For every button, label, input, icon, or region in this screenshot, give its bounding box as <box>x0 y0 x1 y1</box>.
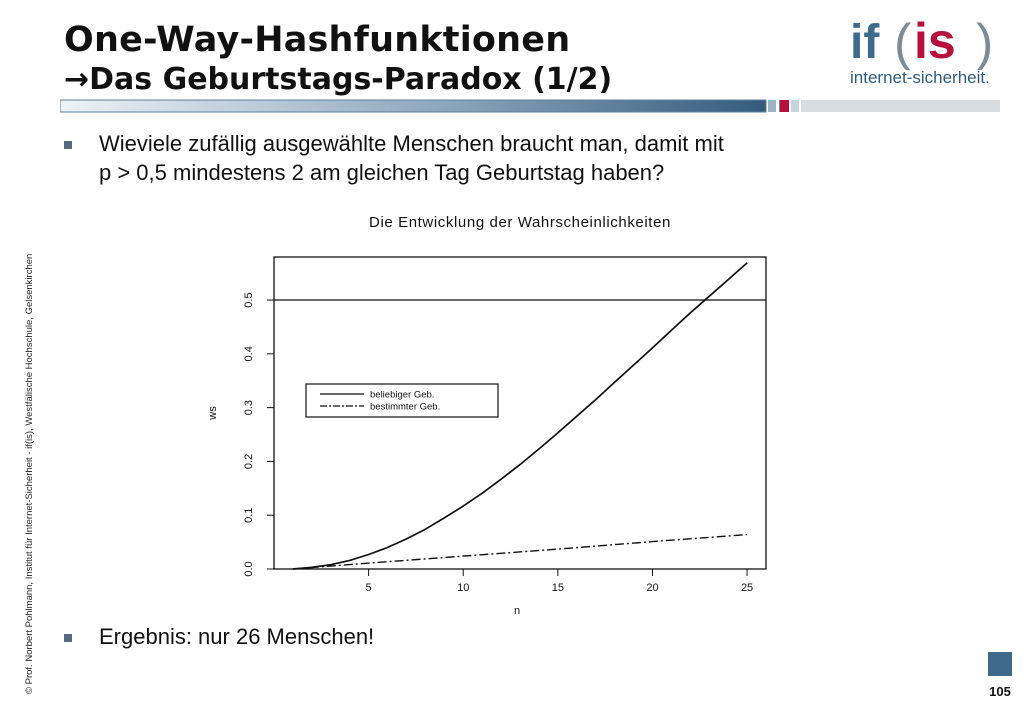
page-marker <box>988 652 1012 676</box>
y-tick-label: 0.2 <box>243 453 255 470</box>
y-tick-label: 0.5 <box>243 292 255 308</box>
legend-label-1: beliebiger Geb. <box>370 389 435 401</box>
chart-title: Die Entwicklung der Wahrscheinlichkeiten <box>369 214 671 231</box>
logo-is-text: is <box>914 13 956 69</box>
bullet-result: Ergebnis: nur 26 Menschen! <box>99 624 375 649</box>
subtitle-text: Das Geburtstags-Paradox (1/2) <box>89 62 613 97</box>
arrow-right-icon: → <box>64 62 90 97</box>
bullet-question-line2: p > 0,5 mindestens 2 am gleichen Tag Geburtstag haben? <box>99 160 665 185</box>
probability-chart <box>196 200 786 624</box>
y-tick-label: 0.4 <box>243 346 255 362</box>
x-tick-label: 10 <box>457 582 470 594</box>
x-tick-label: 20 <box>646 582 659 594</box>
logo-if-text: if <box>850 16 880 69</box>
logo-tagline: internet-sicherheit. <box>850 68 990 87</box>
page-number: 105 <box>989 684 1011 699</box>
y-tick-label: 0.3 <box>243 399 255 416</box>
side-copyright: © Prof. Norbert Pohlmann, Institut für Internet-Sicherheit - if(is), Westfälische Hochschule, Gelsenkirchen <box>24 253 35 694</box>
bullet-icon <box>64 141 72 149</box>
legend-label-2: bestimmter Geb. <box>370 401 441 413</box>
y-tick-label: 0.1 <box>243 507 255 523</box>
bullet-icon <box>64 634 72 642</box>
slide-title: One-Way-Hashfunktionen <box>64 20 571 60</box>
y-axis-label: ws <box>207 406 219 420</box>
series-line-2 <box>293 535 747 569</box>
svg-text:): ) <box>976 14 994 70</box>
bullet-question-line1: Wieviele zufällig ausgewählte Menschen braucht man, damit mit <box>99 131 724 156</box>
svg-text:(: ( <box>894 14 912 70</box>
x-tick-label: 5 <box>365 582 372 594</box>
title-divider-bar <box>60 99 1000 113</box>
x-tick-label: 25 <box>740 582 754 594</box>
slide-subtitle <box>64 62 612 97</box>
x-tick-label: 15 <box>551 582 564 594</box>
y-tick-label: 0.0 <box>243 561 255 577</box>
x-axis-label: n <box>513 605 521 617</box>
